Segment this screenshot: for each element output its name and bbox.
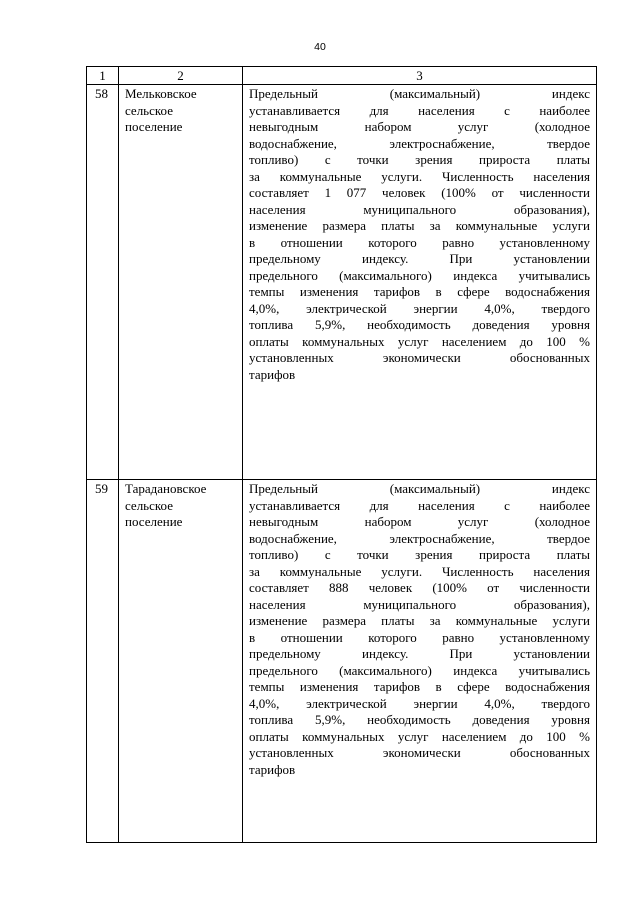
settlement-name-line: сельское <box>125 497 173 513</box>
index-description <box>243 85 597 480</box>
settlement-name <box>119 85 243 480</box>
description-line: невыгодным набором услуг (холодное <box>249 514 590 529</box>
settlement-name-line: сельское <box>125 102 173 118</box>
header-col-1: 1 <box>87 67 119 85</box>
settlement-name-line: поселение <box>125 119 183 134</box>
settlements-table <box>86 66 597 843</box>
description-line: топлива 5,9%, необходимость доведения уровня <box>249 317 590 332</box>
description-line: предельного (максимального) индекса учитывались <box>249 662 590 678</box>
description-line: в отношении которого равно установленному <box>249 234 590 250</box>
description-line: установленных экономически обоснованных <box>249 745 590 760</box>
description-line: топлива 5,9%, необходимость доведения уровня <box>249 712 590 727</box>
description-line: 4,0%, электрической энергии 4,0%, твердого <box>249 695 590 711</box>
settlement-name <box>119 480 243 843</box>
settlement-name-line: поселение <box>125 514 183 529</box>
description-line: изменение размера платы за коммунальные услуги <box>249 613 590 628</box>
description-line: темпы изменения тарифов в сфере водоснабжения <box>249 284 590 299</box>
table-header-row <box>87 67 597 85</box>
description-line: тарифов <box>249 761 296 777</box>
description-line: Предельный (максимальный) индекс <box>249 86 590 101</box>
description-line: водоснабжение, электроснабжение, твердое <box>249 530 590 546</box>
description-line: в отношении которого равно установленному <box>249 629 590 645</box>
description-line: устанавливается для населения с наиболее <box>249 497 590 513</box>
description-line: водоснабжение, электроснабжение, твердое <box>249 135 590 151</box>
description-line: предельного (максимального) индекса учитывались <box>249 267 590 283</box>
description-line: предельному индексу. При установлении <box>249 251 590 266</box>
description-line: Предельный (максимальный) индекс <box>249 481 590 496</box>
description-line: изменение размера платы за коммунальные услуги <box>249 218 590 233</box>
description-line: топливо) с точки зрения прироста платы <box>249 547 590 562</box>
header-col-2: 2 <box>119 67 243 85</box>
table-row <box>87 85 597 480</box>
row-number: 58 <box>87 85 119 480</box>
description-line: 4,0%, электрической энергии 4,0%, твердого <box>249 300 590 316</box>
description-line: населения муниципального образования), <box>249 201 590 217</box>
description-line: устанавливается для населения с наиболее <box>249 102 590 118</box>
settlement-name-line: Мельковское <box>125 86 197 101</box>
row-number: 59 <box>87 480 119 843</box>
description-line: тарифов <box>249 366 296 382</box>
description-line: топливо) с точки зрения прироста платы <box>249 152 590 167</box>
description-line: составляет 1 077 человек (100% от численности <box>249 185 590 200</box>
description-line: населения муниципального образования), <box>249 596 590 612</box>
description-line: оплаты коммунальных услуг населением до 100 % <box>249 728 590 744</box>
description-line: установленных экономически обоснованных <box>249 350 590 365</box>
description-line: составляет 888 человек (100% от численности <box>249 580 590 595</box>
index-description <box>243 480 597 843</box>
settlement-name-line: Тарадановское <box>125 481 207 496</box>
description-line: невыгодным набором услуг (холодное <box>249 119 590 134</box>
description-line: темпы изменения тарифов в сфере водоснабжения <box>249 679 590 694</box>
description-line: оплаты коммунальных услуг населением до 100 % <box>249 333 590 349</box>
table-row <box>87 480 597 843</box>
description-line: за коммунальные услуги. Численность населения <box>249 563 590 579</box>
page-number: 40 <box>314 41 326 53</box>
description-line: предельному индексу. При установлении <box>249 646 590 661</box>
description-line: за коммунальные услуги. Численность населения <box>249 168 590 184</box>
header-col-3: 3 <box>243 67 597 85</box>
